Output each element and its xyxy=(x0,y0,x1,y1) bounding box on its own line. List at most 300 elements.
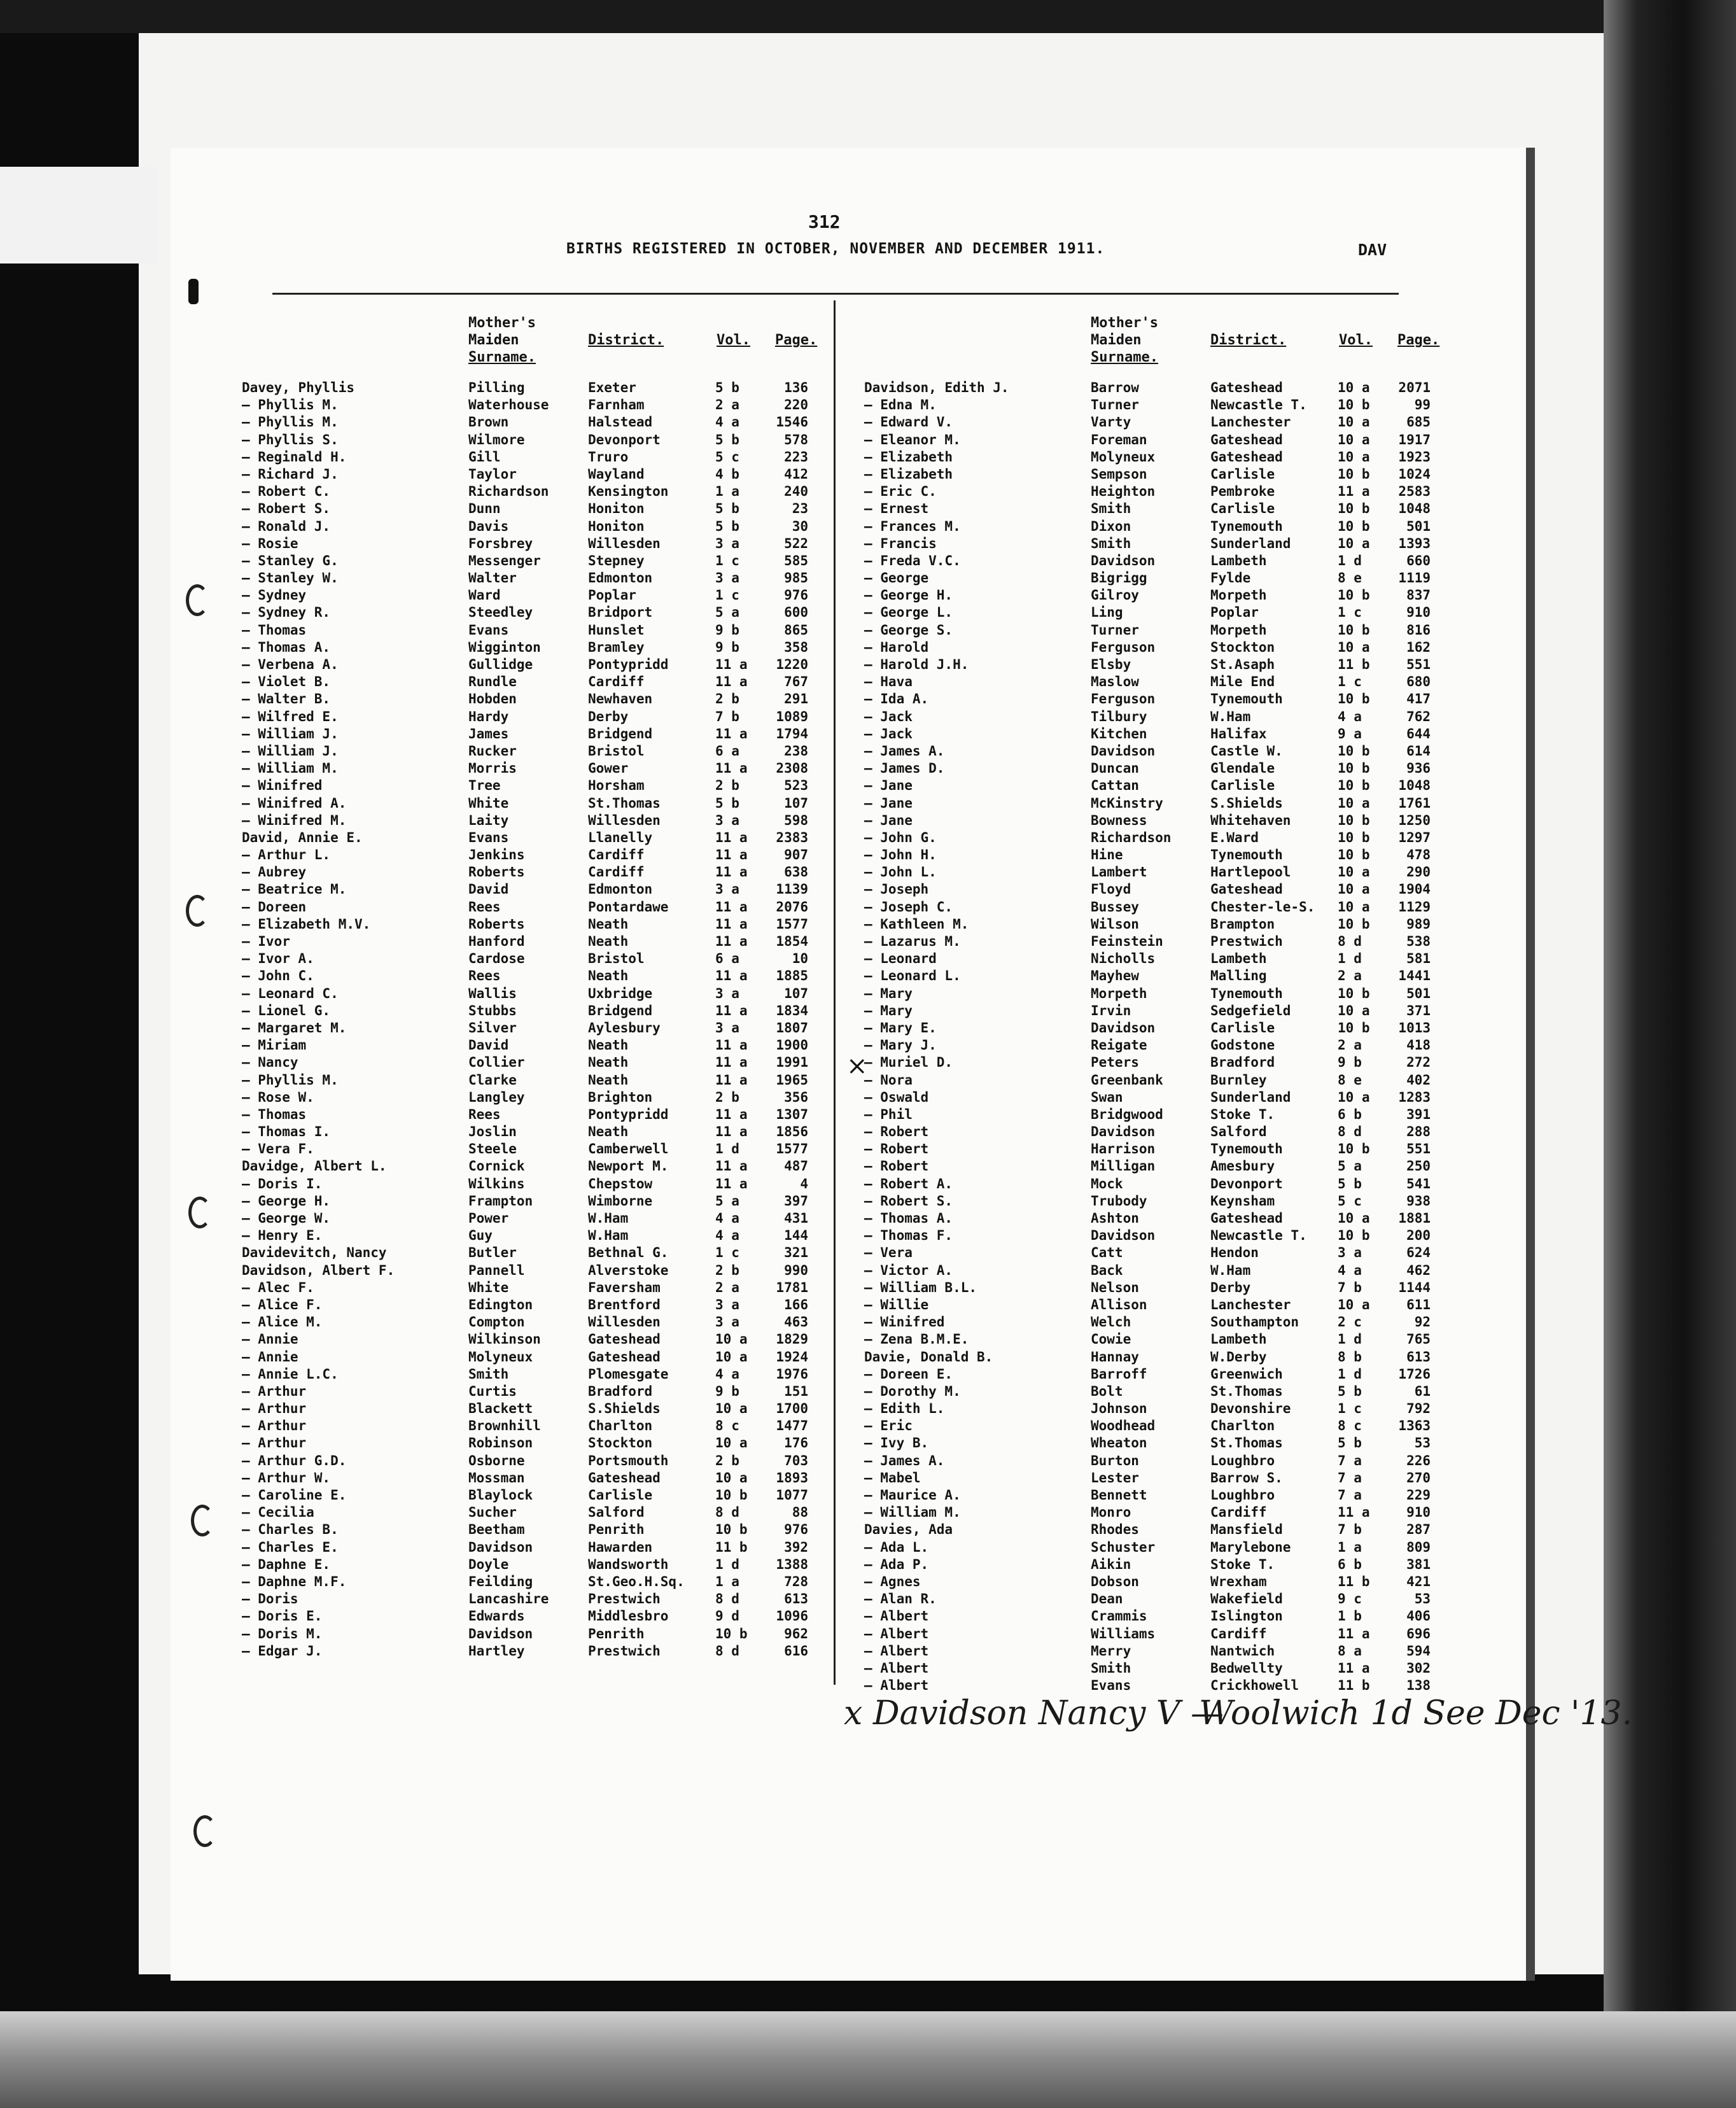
entry-maiden: Wilmore xyxy=(468,432,525,447)
entry-vol: 5 b xyxy=(715,518,739,534)
entry-name: — Albert xyxy=(864,1660,929,1676)
entry-page: 176 xyxy=(784,1435,808,1451)
entry-maiden: Molyneux xyxy=(1091,449,1156,465)
entry-vol: 7 a xyxy=(1338,1487,1362,1503)
entry-vol: 2 a xyxy=(715,397,739,413)
entry-page: 1856 xyxy=(776,1124,808,1140)
entry-vol: 10 a xyxy=(1338,1089,1370,1105)
entry-page: 287 xyxy=(1406,1522,1431,1538)
entry-maiden: Barroff xyxy=(1091,1366,1147,1382)
entry-page: 616 xyxy=(784,1643,808,1659)
entry-page: 910 xyxy=(1406,605,1431,621)
entry-name: — Winifred A. xyxy=(242,795,347,811)
entry-name: — Joseph xyxy=(864,882,929,897)
entry-vol: 11 a xyxy=(715,1124,748,1140)
entry-name: — Arthur W. xyxy=(242,1470,331,1486)
entry-vol: 4 a xyxy=(715,1366,739,1382)
entry-vol: 10 b xyxy=(1338,778,1370,794)
entry-vol: 10 b xyxy=(1338,518,1370,534)
entry-vol: 5 a xyxy=(1338,1158,1362,1174)
entry-name: — Eleanor M. xyxy=(864,432,961,447)
entry-name: — Winifred M. xyxy=(242,812,347,828)
entry-page: 23 xyxy=(792,501,808,517)
entry-vol: 6 b xyxy=(1338,1556,1362,1572)
entry-vol: 2 b xyxy=(715,1089,739,1105)
entry-maiden: Hobden xyxy=(468,691,517,707)
entry-district: Charlton xyxy=(1210,1418,1275,1434)
entry-district: Brampton xyxy=(1210,916,1275,932)
entry-name: — Rosie xyxy=(242,535,298,551)
entry-maiden: Steedley xyxy=(468,605,533,621)
entry-maiden: Wigginton xyxy=(468,639,541,655)
entry-page: 229 xyxy=(1406,1487,1431,1503)
entry-name: — Wilfred E. xyxy=(242,708,339,724)
entry-district: Newhaven xyxy=(588,691,653,707)
entry-page: 487 xyxy=(784,1158,808,1174)
entry-name: — Mabel xyxy=(864,1470,921,1486)
entry-maiden: Morpeth xyxy=(1091,985,1147,1001)
entry-district: Stockton xyxy=(1210,639,1275,655)
entry-page: 1923 xyxy=(1398,449,1431,465)
entry-name: — Robert xyxy=(864,1158,929,1174)
entry-district: Malling xyxy=(1210,968,1267,984)
entry-vol: 5 b xyxy=(715,501,739,517)
entry-maiden: Pilling xyxy=(468,380,525,395)
entry-district: W.Ham xyxy=(588,1228,629,1244)
entry-maiden: Kitchen xyxy=(1091,726,1147,741)
entry-maiden: Bowness xyxy=(1091,812,1147,828)
entry-maiden: Waterhouse xyxy=(468,397,549,413)
entry-page: 250 xyxy=(1406,1158,1431,1174)
entry-vol: 10 a xyxy=(715,1435,748,1451)
entry-vol: 7 b xyxy=(715,708,739,724)
entry-maiden: Catt xyxy=(1091,1245,1123,1261)
entry-vol: 11 b xyxy=(1338,657,1370,672)
entry-name: — Arthur L. xyxy=(242,847,331,863)
entry-name: — John G. xyxy=(864,829,937,845)
entry-district: Neath xyxy=(588,1072,629,1088)
entry-page: 2308 xyxy=(776,761,808,776)
entry-page: 166 xyxy=(784,1296,808,1312)
entry-page: 1546 xyxy=(776,414,808,430)
entry-page: 638 xyxy=(784,864,808,880)
entry-name: — Jack xyxy=(864,708,913,724)
entry-page: 1024 xyxy=(1398,466,1431,482)
entry-vol: 11 b xyxy=(715,1539,748,1555)
entry-maiden: Bussey xyxy=(1091,899,1139,915)
entry-district: Sedgefield xyxy=(1210,1002,1291,1018)
entry-vol: 2 a xyxy=(715,1279,739,1295)
entry-page: 397 xyxy=(784,1193,808,1209)
entry-name: — Robert S. xyxy=(242,501,331,517)
entry-page: 478 xyxy=(1406,847,1431,863)
entry-district: Carlisle xyxy=(588,1487,653,1503)
entry-page: 1904 xyxy=(1398,882,1431,897)
entry-district: Tynemouth xyxy=(1210,691,1283,707)
entry-maiden: Ward xyxy=(468,587,501,603)
entry-name: — Cecilia xyxy=(242,1505,314,1521)
entry-vol: 1 d xyxy=(1338,1332,1362,1347)
entry-district: Wakefield xyxy=(1210,1591,1283,1607)
entry-vol: 10 b xyxy=(715,1487,748,1503)
entry-name: — Doris M. xyxy=(242,1626,323,1641)
entry-page: 938 xyxy=(1406,1193,1431,1209)
entry-maiden: Reigate xyxy=(1091,1037,1147,1053)
entry-name: — Henry E. xyxy=(242,1228,323,1244)
entry-district: Neath xyxy=(588,1037,629,1053)
entry-district: Hawarden xyxy=(588,1539,653,1555)
entry-district: Morpeth xyxy=(1210,587,1267,603)
entry-maiden: Bigrigg xyxy=(1091,570,1147,586)
entry-name: — John H. xyxy=(864,847,937,863)
entry-vol: 11 a xyxy=(715,1055,748,1071)
entry-vol: 10 b xyxy=(1338,847,1370,863)
entry-page: 2076 xyxy=(776,899,808,915)
entry-page: 321 xyxy=(784,1245,808,1261)
entry-vol: 11 a xyxy=(715,761,748,776)
entry-name: — Ivor A. xyxy=(242,951,314,967)
punch-hole-icon xyxy=(188,1197,211,1228)
entry-maiden: Brownhill xyxy=(468,1418,541,1434)
entry-page: 1900 xyxy=(776,1037,808,1053)
entry-name: — John L. xyxy=(864,864,937,880)
entry-name: — Elizabeth M.V. xyxy=(242,916,371,932)
maiden-header-line: Mother's xyxy=(1091,315,1158,331)
entry-maiden: Blaylock xyxy=(468,1487,533,1503)
entry-district: Chester-le-S. xyxy=(1210,899,1315,915)
entry-district: Bramley xyxy=(588,639,645,655)
entry-district: Brentford xyxy=(588,1296,661,1312)
entry-vol: 10 b xyxy=(1338,1020,1370,1036)
entry-district: Poplar xyxy=(1210,605,1259,621)
entry-page: 728 xyxy=(784,1573,808,1589)
entry-page: 538 xyxy=(1406,934,1431,949)
entry-name: — Doreen xyxy=(242,899,307,915)
entry-vol: 5 b xyxy=(715,795,739,811)
entry-page: 1924 xyxy=(776,1349,808,1365)
entry-maiden: Rees xyxy=(468,968,501,984)
entry-name: — Annie xyxy=(242,1349,298,1365)
entry-district: Willesden xyxy=(588,1314,661,1330)
entry-name: — George L. xyxy=(864,605,953,621)
entry-vol: 10 b xyxy=(1338,397,1370,413)
entry-name: — Winifred xyxy=(242,778,323,794)
entry-maiden: Davidson xyxy=(468,1626,533,1641)
entry-page: 762 xyxy=(1406,708,1431,724)
entry-vol: 7 a xyxy=(1338,1470,1362,1486)
entry-page: 92 xyxy=(1414,1314,1431,1330)
entry-name: — William J. xyxy=(242,726,339,741)
entry-page: 1854 xyxy=(776,934,808,949)
entry-district: Prestwich xyxy=(588,1591,661,1607)
entry-page: 1089 xyxy=(776,708,808,724)
entry-vol: 10 a xyxy=(1338,639,1370,655)
maiden-header xyxy=(1091,314,1158,366)
entry-maiden: Trubody xyxy=(1091,1193,1147,1209)
entry-name: — Lionel G. xyxy=(242,1002,331,1018)
entry-page: 220 xyxy=(784,397,808,413)
entry-maiden: Gullidge xyxy=(468,657,533,672)
entry-district: Hartlepool xyxy=(1210,864,1291,880)
entry-name: — William B.L. xyxy=(864,1279,977,1295)
entry-district: Gateshead xyxy=(1210,1211,1283,1226)
entry-maiden: McKinstry xyxy=(1091,795,1163,811)
entry-page: 1307 xyxy=(776,1106,808,1122)
entry-name: — Doreen E. xyxy=(864,1366,953,1382)
entry-page: 88 xyxy=(792,1505,808,1521)
entry-vol: 2 b xyxy=(715,778,739,794)
entry-district: Plomesgate xyxy=(588,1366,669,1382)
entry-vol: 5 b xyxy=(1338,1435,1362,1451)
entry-vol: 11 a xyxy=(715,934,748,949)
entry-vol: 11 a xyxy=(715,899,748,915)
entry-page: 989 xyxy=(1406,916,1431,932)
entry-vol: 6 a xyxy=(715,951,739,967)
entry-vol: 10 b xyxy=(1338,761,1370,776)
entry-district: Neath xyxy=(588,968,629,984)
entry-district: Cardiff xyxy=(588,864,645,880)
entry-name: — Violet B. xyxy=(242,674,331,690)
entry-district: Stepney xyxy=(588,552,645,568)
entry-vol: 11 a xyxy=(715,1158,748,1174)
entry-name: — Joseph C. xyxy=(864,899,953,915)
entry-vol: 11 a xyxy=(715,847,748,863)
entry-district: Pontypridd xyxy=(588,657,669,672)
entry-page: 99 xyxy=(1414,397,1431,413)
entry-name: Davies, Ada xyxy=(864,1522,953,1538)
entry-page: 1577 xyxy=(776,1141,808,1157)
entry-maiden: Bolt xyxy=(1091,1383,1123,1399)
entry-name: — Eric C. xyxy=(864,484,937,500)
entry-maiden: Merry xyxy=(1091,1643,1131,1659)
entry-maiden: Walter xyxy=(468,570,517,586)
entry-vol: 10 a xyxy=(715,1349,748,1365)
entry-maiden: Gill xyxy=(468,449,501,465)
punch-hole-icon xyxy=(191,1505,214,1536)
entry-maiden: Rhodes xyxy=(1091,1522,1139,1538)
entry-page: 402 xyxy=(1406,1072,1431,1088)
entry-district: Penrith xyxy=(588,1522,645,1538)
entry-district: Stoke T. xyxy=(1210,1106,1275,1122)
entry-page: 816 xyxy=(1406,622,1431,638)
entry-maiden: Hine xyxy=(1091,847,1123,863)
entry-maiden: Bennett xyxy=(1091,1487,1147,1503)
entry-name: — Ida A. xyxy=(864,691,929,707)
entry-district: Gower xyxy=(588,761,629,776)
entry-name: — Robert S. xyxy=(864,1193,953,1209)
entry-district: Gateshead xyxy=(588,1332,661,1347)
entry-name: — George S. xyxy=(864,622,953,638)
entry-vol: 10 a xyxy=(715,1470,748,1486)
entry-page: 223 xyxy=(784,449,808,465)
entry-name: — Robert xyxy=(864,1141,929,1157)
entry-page: 1577 xyxy=(776,916,808,932)
entry-name: — Mary E. xyxy=(864,1020,937,1036)
entry-name: Davidge, Albert L. xyxy=(242,1158,387,1174)
entry-page: 1013 xyxy=(1398,1020,1431,1036)
entry-district: Sunderland xyxy=(1210,535,1291,551)
entry-district: Lanchester xyxy=(1210,1296,1291,1312)
entry-page: 53 xyxy=(1414,1435,1431,1451)
entry-district: Salford xyxy=(1210,1124,1267,1140)
entry-district: Mile End xyxy=(1210,674,1275,690)
entry-maiden: Back xyxy=(1091,1262,1123,1278)
entry-maiden: Ashton xyxy=(1091,1211,1139,1226)
entry-name: — Daphne M.F. xyxy=(242,1573,347,1589)
entry-district: Prestwich xyxy=(588,1643,661,1659)
entry-name: — Arthur xyxy=(242,1383,307,1399)
entry-name: — Nancy xyxy=(242,1055,298,1071)
entry-district: Penrith xyxy=(588,1626,645,1641)
entry-vol: 6 b xyxy=(1338,1106,1362,1122)
entry-name: — Phil xyxy=(864,1106,913,1122)
entry-name: — Annie L.C. xyxy=(242,1366,339,1382)
entry-district: Bradford xyxy=(588,1383,653,1399)
entry-name: — Richard J. xyxy=(242,466,339,482)
entry-vol: 2 c xyxy=(1338,1314,1362,1330)
entry-page: 431 xyxy=(784,1211,808,1226)
entry-maiden: Hartley xyxy=(468,1643,525,1659)
entry-district: Carlisle xyxy=(1210,778,1275,794)
entry-name: — Walter B. xyxy=(242,691,331,707)
entry-maiden: James xyxy=(468,726,509,741)
entry-name: — Thomas A. xyxy=(242,639,331,655)
entry-name: — Thomas F. xyxy=(864,1228,953,1244)
entry-maiden: Power xyxy=(468,1211,509,1226)
entry-vol: 1 d xyxy=(715,1556,739,1572)
entry-name: — Edna M. xyxy=(864,397,937,413)
entry-district: Honiton xyxy=(588,501,645,517)
entry-maiden: Beetham xyxy=(468,1522,525,1538)
maiden-header-line: Maiden xyxy=(468,332,519,348)
entry-name: — Robert C. xyxy=(242,484,331,500)
entry-vol: 2 b xyxy=(715,691,739,707)
entry-district: Pembroke xyxy=(1210,484,1275,500)
entry-name: — George W. xyxy=(242,1211,331,1226)
entry-vol: 10 a xyxy=(1338,432,1370,447)
entry-vol: 5 c xyxy=(715,449,739,465)
entry-district: Gateshead xyxy=(1210,380,1283,395)
entry-page: 107 xyxy=(784,795,808,811)
entry-vol: 11 a xyxy=(715,916,748,932)
entry-vol: 10 a xyxy=(1338,535,1370,551)
entry-district: Wandsworth xyxy=(588,1556,669,1572)
entry-maiden: David xyxy=(468,1037,509,1053)
entry-name: — George H. xyxy=(864,587,953,603)
entry-maiden: Frampton xyxy=(468,1193,533,1209)
entry-maiden: Wallis xyxy=(468,985,517,1001)
entry-district: Tynemouth xyxy=(1210,1141,1283,1157)
entry-page: 1441 xyxy=(1398,968,1431,984)
entry-page: 291 xyxy=(784,691,808,707)
entry-vol: 7 a xyxy=(1338,1452,1362,1468)
entry-district: Camberwell xyxy=(588,1141,669,1157)
entry-maiden: Wheaton xyxy=(1091,1435,1147,1451)
entry-vol: 2 b xyxy=(715,1452,739,1468)
entry-vol: 3 a xyxy=(715,882,739,897)
entry-name: Davie, Donald B. xyxy=(864,1349,993,1365)
entry-page: 594 xyxy=(1406,1643,1431,1659)
entry-page: 523 xyxy=(784,778,808,794)
entry-vol: 10 b xyxy=(1338,916,1370,932)
entry-district: Loughbro xyxy=(1210,1452,1275,1468)
entry-maiden: Hanford xyxy=(468,934,525,949)
entry-vol: 10 b xyxy=(1338,1141,1370,1157)
entry-district: Godstone xyxy=(1210,1037,1275,1053)
entry-district: St.Thomas xyxy=(588,795,661,811)
entry-vol: 11 a xyxy=(715,968,748,984)
entry-page: 1829 xyxy=(776,1332,808,1347)
entry-page: 2383 xyxy=(776,829,808,845)
entry-page: 1761 xyxy=(1398,795,1431,811)
entry-page: 614 xyxy=(1406,743,1431,759)
entry-maiden: Allison xyxy=(1091,1296,1147,1312)
entry-maiden: Lancashire xyxy=(468,1591,549,1607)
punch-hole-icon xyxy=(193,1815,216,1847)
entry-maiden: Burton xyxy=(1091,1452,1139,1468)
entry-page: 990 xyxy=(784,1262,808,1278)
entry-maiden: Schuster xyxy=(1091,1539,1156,1555)
entry-district: Halstead xyxy=(588,414,653,430)
entry-vol: 11 a xyxy=(715,1037,748,1053)
entry-district: W.Ham xyxy=(1210,1262,1251,1278)
entry-name: — Jack xyxy=(864,726,913,741)
entry-maiden: Evans xyxy=(1091,1678,1131,1694)
entry-maiden: Nicholls xyxy=(1091,951,1156,967)
entry-page: 288 xyxy=(1406,1124,1431,1140)
entry-district: Newcastle T. xyxy=(1210,397,1307,413)
entry-district: Mansfield xyxy=(1210,1522,1283,1538)
scan-left-tab xyxy=(0,167,159,264)
entry-page: 1965 xyxy=(776,1072,808,1088)
maiden-header xyxy=(468,314,536,366)
entry-page: 2071 xyxy=(1398,380,1431,395)
entry-maiden: Ferguson xyxy=(1091,639,1156,655)
entry-vol: 7 b xyxy=(1338,1279,1362,1295)
entry-name: — Daphne E. xyxy=(242,1556,331,1572)
entry-district: Lambeth xyxy=(1210,1332,1267,1347)
entry-name: — Dorothy M. xyxy=(864,1383,961,1399)
entry-vol: 3 a xyxy=(715,1296,739,1312)
entry-name: — Doris I. xyxy=(242,1176,323,1191)
entry-maiden: Steele xyxy=(468,1141,517,1157)
entry-page: 417 xyxy=(1406,691,1431,707)
entry-district: Lanchester xyxy=(1210,414,1291,430)
entry-maiden: Feinstein xyxy=(1091,934,1163,949)
entry-maiden: Maslow xyxy=(1091,674,1139,690)
entry-name: — Mary xyxy=(864,985,913,1001)
entry-district: Bedwellty xyxy=(1210,1660,1283,1676)
entry-maiden: Peters xyxy=(1091,1055,1139,1071)
entry-name: — Annie xyxy=(242,1332,298,1347)
entry-page: 976 xyxy=(784,587,808,603)
entry-maiden: Davidson xyxy=(1091,1124,1156,1140)
scan-background-top xyxy=(0,0,1736,33)
entry-page: 144 xyxy=(784,1228,808,1244)
entry-vol: 5 b xyxy=(715,432,739,447)
entry-name: — Ronald J. xyxy=(242,518,331,534)
entry-name: — Winifred xyxy=(864,1314,945,1330)
entry-name: — Zena B.M.E. xyxy=(864,1332,969,1347)
page-header: Page. xyxy=(1397,332,1440,348)
entry-maiden: Bridgwood xyxy=(1091,1106,1163,1122)
entry-district: Hendon xyxy=(1210,1245,1259,1261)
entry-page: 680 xyxy=(1406,674,1431,690)
entry-maiden: Sempson xyxy=(1091,466,1147,482)
entry-district: Bridgend xyxy=(588,726,653,741)
entry-page: 613 xyxy=(784,1591,808,1607)
entry-page: 685 xyxy=(1406,414,1431,430)
